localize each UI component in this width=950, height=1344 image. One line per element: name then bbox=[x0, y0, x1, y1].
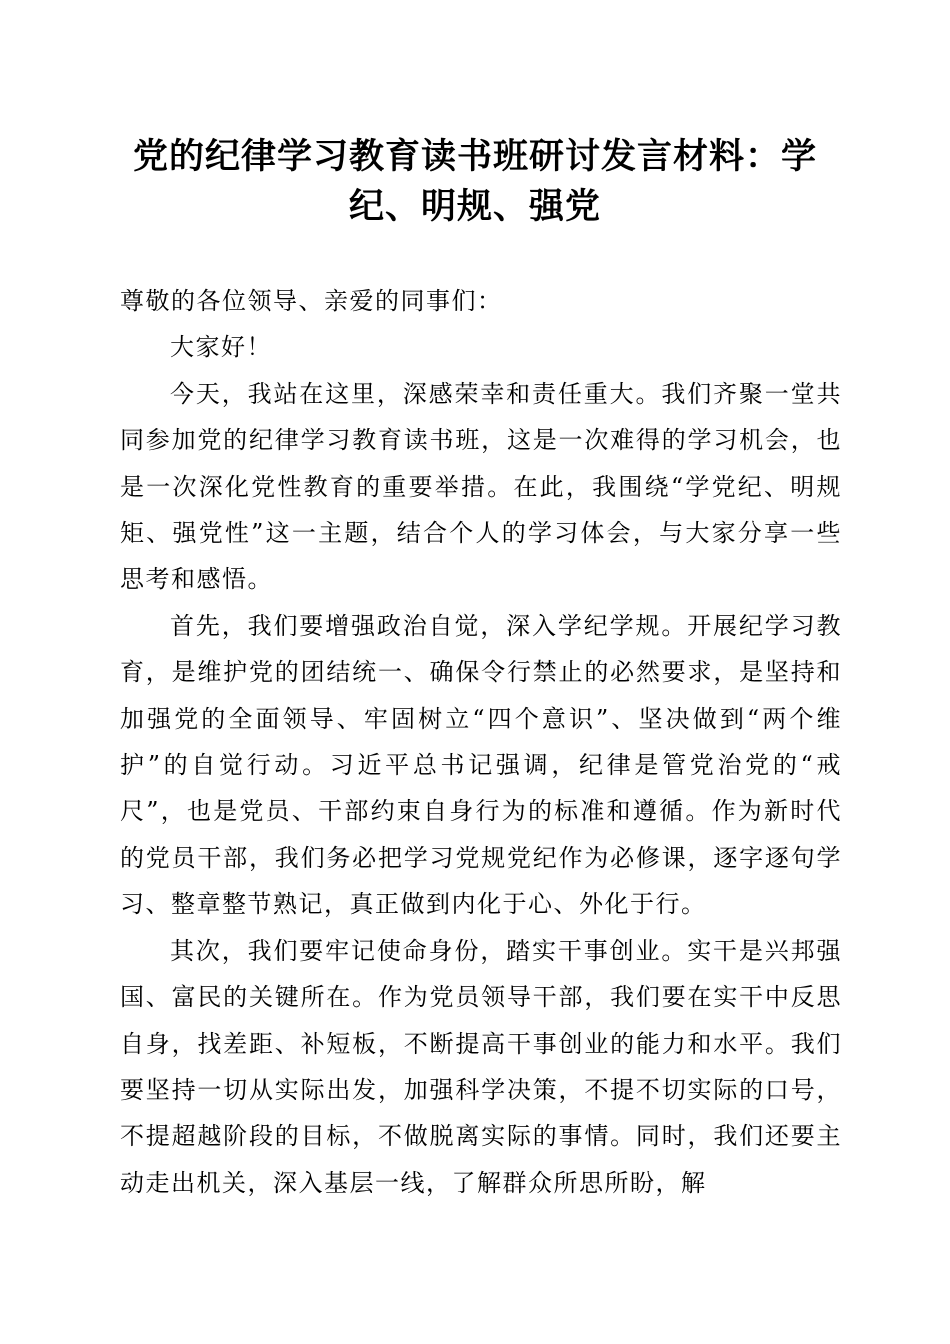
second-point-paragraph: 其次，我们要牢记使命身份，踏实干事创业。实干是兴邦强国、富民的关键所在。作为党员领导干部，我们要在实干中反思自身，找差距、补短板，不断提高干事创业的能力和水平。我们要坚持一切从实际出发，加强科学决策，不提不切实际的口号，不提超越阶段的目标，不做脱离实际的事情。同时，我们还要主动走出机关，深入基层一线，了解群众所思所盼，解 bbox=[120, 936, 842, 1197]
salutation: 尊敬的各位领导、亲爱的同事们： bbox=[120, 287, 503, 315]
first-point-paragraph: 首先，我们要增强政治自觉，深入学纪学规。开展纪学习教育，是维护党的团结统一、确保令行禁止的必然要求，是坚持和加强党的全面领导、牢固树立“四个意识”、坚决做到“两个维护”的自觉行动。习近平总书记强调，纪律是管党治党的“戒尺”，也是党员、干部约束自身行为的标准和遵循。作为新时代的党员干部，我们务必把学习党规党纪作为必修课，逐字逐句学习、整章整节熟记，真正做到内化于心、外化于行。 bbox=[120, 611, 842, 919]
document-body bbox=[120, 278, 842, 1206]
intro-paragraph: 今天，我站在这里，深感荣幸和责任重大。我们齐聚一堂共同参加党的纪律学习教育读书班，这是一次难得的学习机会，也是一次深化党性教育的重要举措。在此，我围绕“学党纪、明规矩、强党性”这一主题，结合个人的学习体会，与大家分享一些思考和感悟。 bbox=[120, 379, 842, 594]
greeting-paragraph: 大家好！ bbox=[170, 333, 272, 362]
document-title: 党的纪律学习教育读书班研讨发言材料：学纪、明规、强党 bbox=[132, 136, 817, 227]
